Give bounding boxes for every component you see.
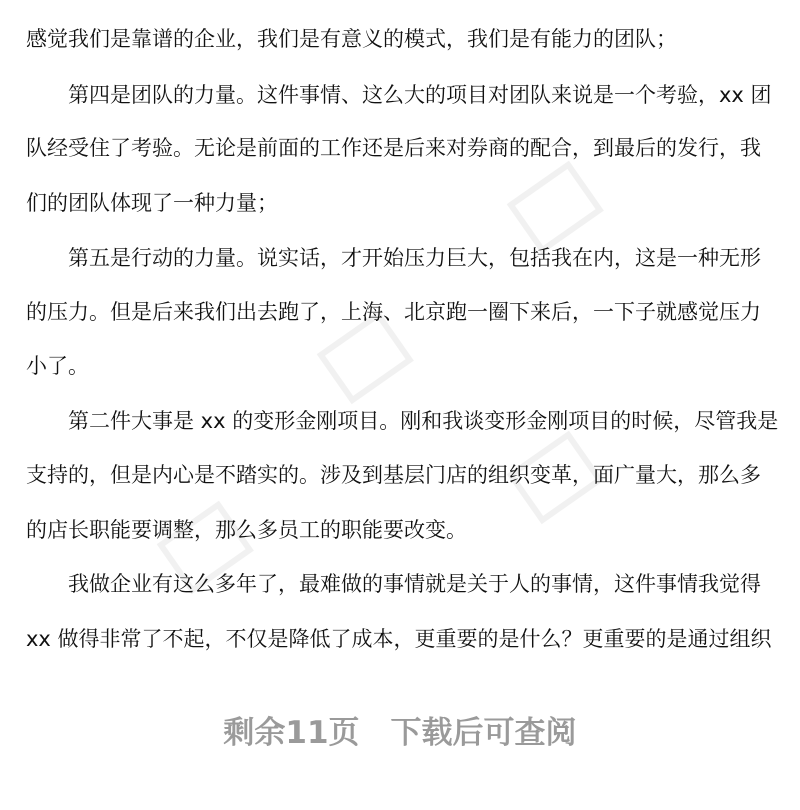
text-line: 小了。 — [26, 354, 89, 378]
text-line: 队经受住了考验。无论是前面的工作还是后来对券商的配合，到最后的发行，我 — [26, 136, 761, 160]
text-line: 的压力。但是后来我们出去跑了，上海、北京跑一圈下来后，一下子就感觉压力 — [26, 300, 761, 324]
text-line: xx 做得非常了不起，不仅是降低了成本，更重要的是什么？更重要的是通过组织 — [26, 627, 772, 651]
text-line: 支持的，但是内心是不踏实的。涉及到基层门店的组织变革，面广量大，那么多 — [26, 463, 761, 487]
text-line: 的店长职能要调整，那么多员工的职能要改变。 — [26, 518, 467, 542]
text-line: 们的团队体现了一种力量； — [26, 191, 278, 215]
text-line: 第二件大事是 xx 的变形金刚项目。刚和我谈变形金刚项目的时候，尽管我是 — [26, 409, 779, 433]
text-line: 感觉我们是靠谱的企业，我们是有意义的模式，我们是有能力的团队； — [26, 27, 677, 51]
text-line: 第五是行动的力量。说实话，才开始压力巨大，包括我在内，这是一种无形 — [26, 246, 761, 270]
text-line: 第四是团队的力量。这件事情、这么大的项目对团队来说是一个考验，xx 团 — [26, 83, 772, 107]
text-line: 我做企业有这么多年了，最难做的事情就是关于人的事情，这件事情我觉得 — [26, 572, 761, 596]
download-more-button[interactable]: 剩余11页 下载后可查阅 — [223, 715, 577, 751]
